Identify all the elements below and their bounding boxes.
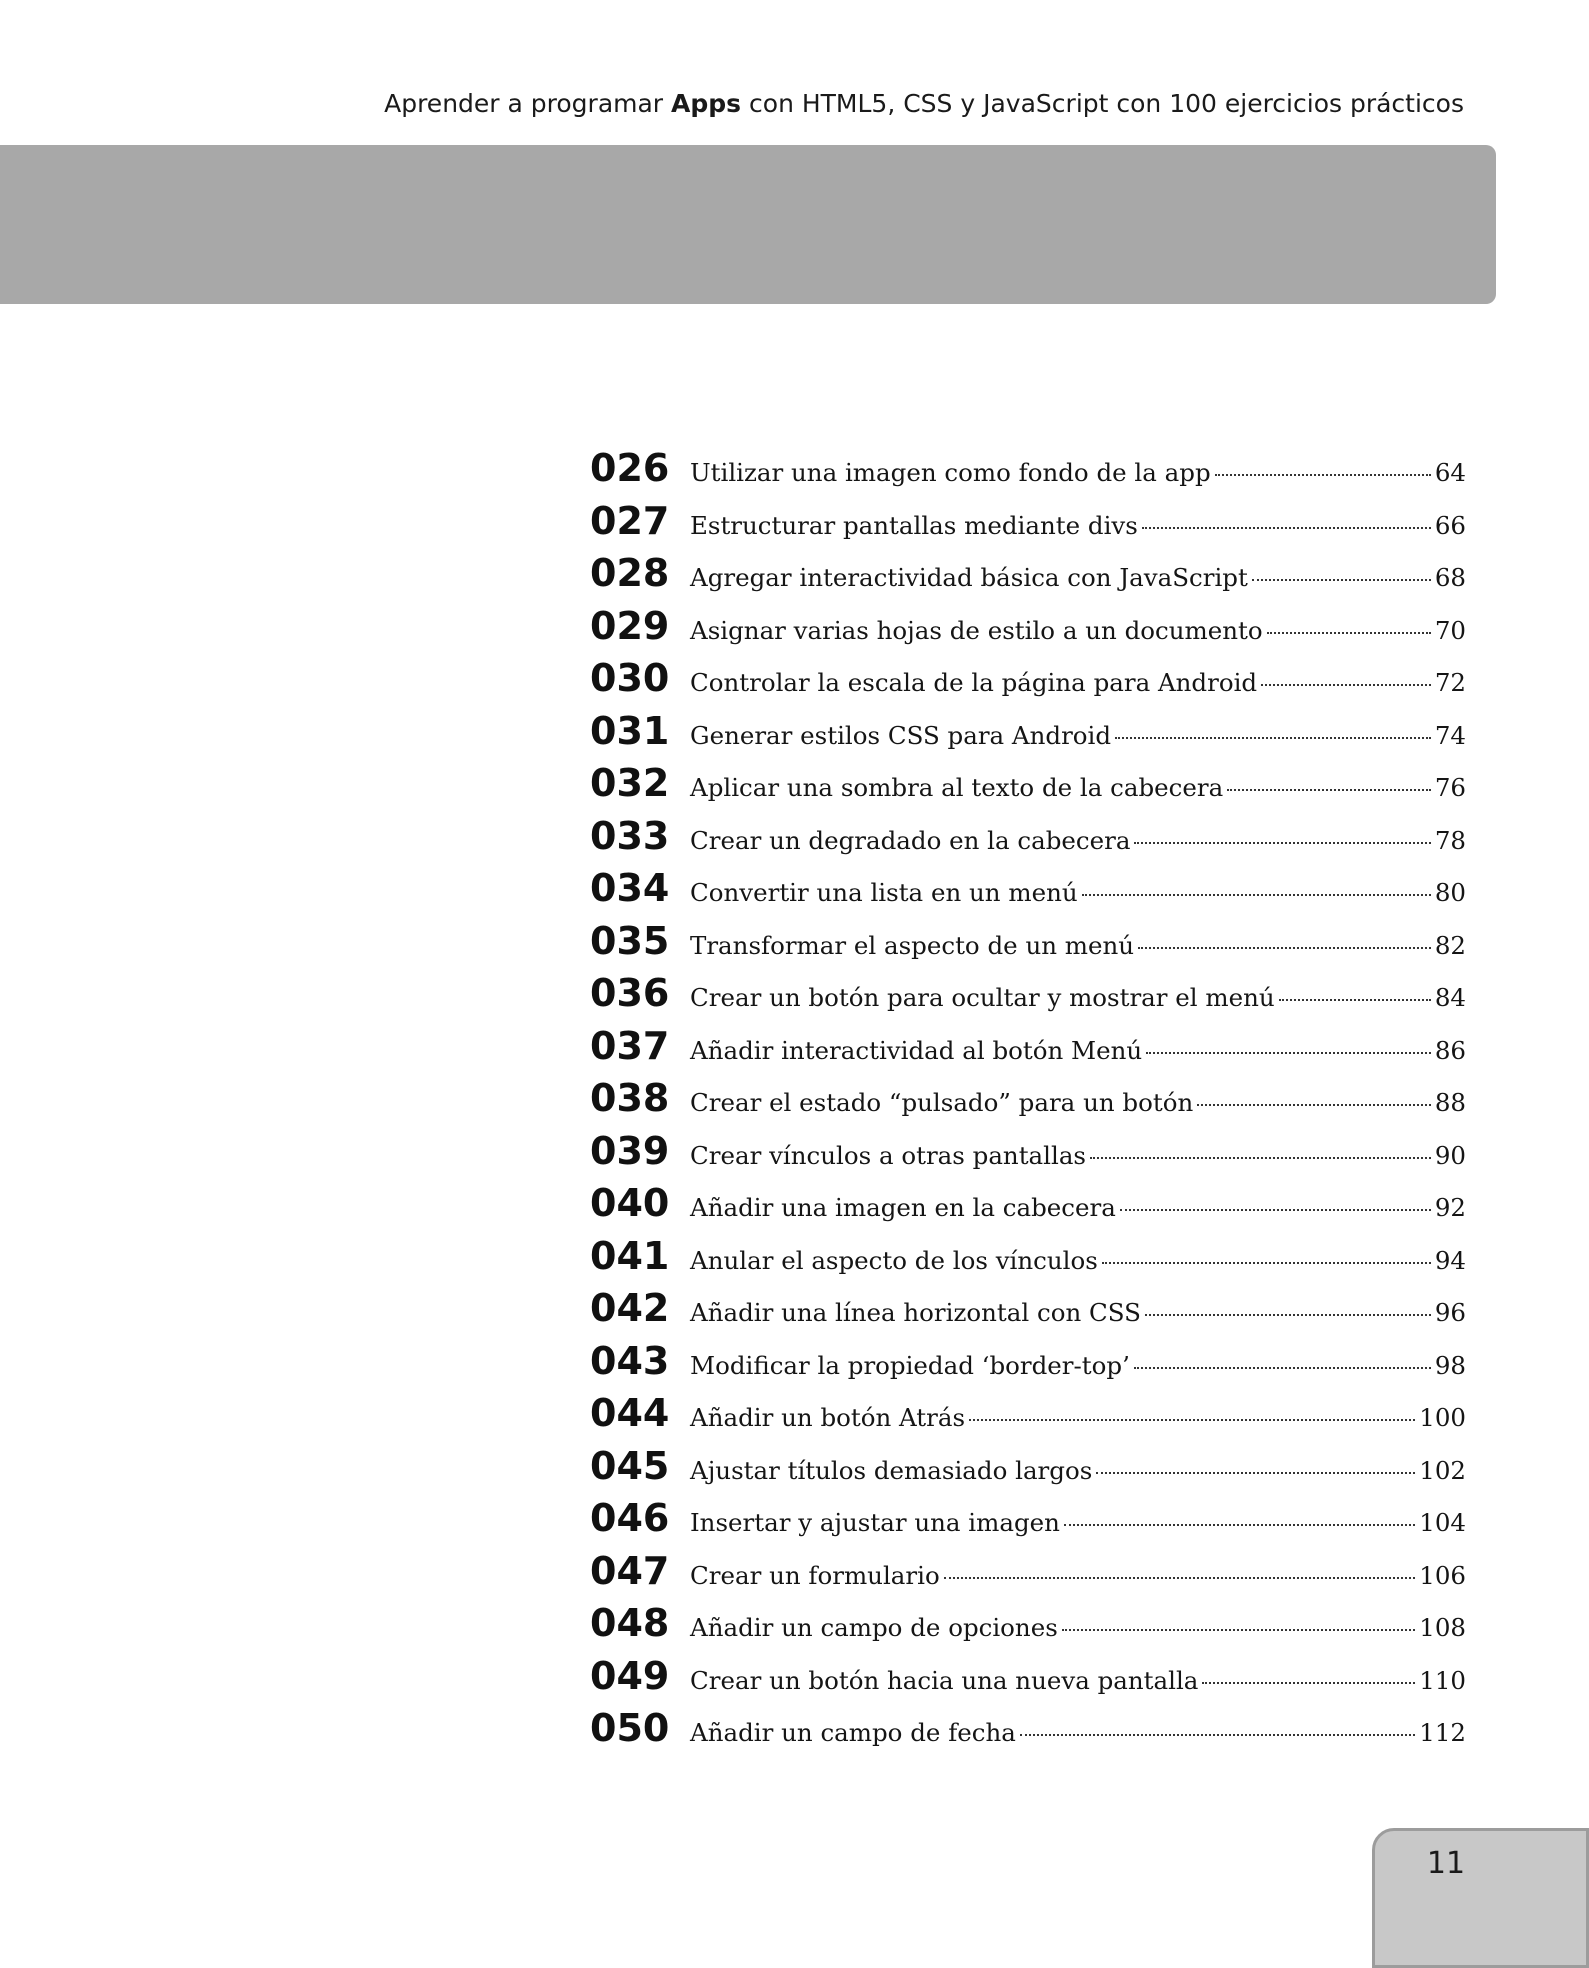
toc-entry-page: 110: [1419, 1665, 1466, 1695]
toc-entry-number: 031: [590, 708, 670, 753]
toc-entry-title: Añadir una línea horizontal con CSS: [690, 1298, 1141, 1327]
header-bold-word: Apps: [671, 89, 742, 118]
toc-entry-page: 74: [1434, 720, 1466, 750]
chapter-header-band: [0, 145, 1496, 304]
toc-entry-title: Añadir interactividad al botón Menú: [690, 1035, 1143, 1065]
toc-entry: [590, 1654, 1466, 1707]
toc-entry-page: 108: [1419, 1613, 1466, 1642]
toc-entry-number: 032: [590, 761, 670, 805]
toc-entry: [590, 1024, 1466, 1077]
toc-entry-number: 028: [590, 551, 670, 595]
toc-dot-leader: [1082, 894, 1431, 896]
toc-entry-number: 039: [590, 1128, 670, 1173]
toc-entry-page: 96: [1434, 1298, 1466, 1327]
toc-entry: [590, 1076, 1466, 1129]
toc-dot-leader: [944, 1577, 1416, 1579]
toc-dot-leader: [1134, 842, 1430, 844]
toc-entry-number: 050: [590, 1706, 670, 1750]
toc-entry-number: 042: [590, 1286, 670, 1330]
toc-entry: [590, 1549, 1466, 1602]
toc-entry-page: 106: [1419, 1560, 1466, 1590]
page-number: 11: [1426, 1846, 1466, 1881]
toc-dot-leader: [1138, 947, 1431, 949]
toc-entry-title: Añadir un botón Atrás: [690, 1403, 966, 1432]
toc-entry-page: 104: [1419, 1508, 1466, 1537]
toc-entry-number: 037: [590, 1023, 670, 1068]
toc-entry-number: 046: [590, 1496, 670, 1540]
toc-entry: [590, 919, 1466, 972]
toc-entry: [590, 761, 1466, 814]
toc-entry-title: Insertar y ajustar una imagen: [690, 1508, 1060, 1537]
toc-entry-number: 029: [590, 603, 670, 648]
toc-dot-leader: [1102, 1262, 1431, 1264]
toc-entry: [590, 1706, 1466, 1759]
toc-entry-number: 047: [590, 1548, 670, 1593]
toc-dot-leader: [1261, 684, 1431, 686]
toc-entry-page: 90: [1434, 1140, 1466, 1170]
toc-entry-title: Controlar la escala de la página para Android: [690, 668, 1258, 697]
toc-entry: [590, 551, 1466, 604]
toc-entry-number: 035: [590, 918, 670, 963]
toc-entry-title: Crear un degradado en la cabecera: [690, 825, 1131, 855]
toc-dot-leader: [1090, 1157, 1431, 1159]
toc-entry-number: 043: [590, 1338, 670, 1383]
toc-entry-title: Crear un botón para ocultar y mostrar el menú: [690, 983, 1275, 1012]
toc-entry: [590, 1286, 1466, 1339]
toc-entry-number: 049: [590, 1653, 670, 1698]
toc-dot-leader: [1279, 999, 1431, 1001]
toc-entry-page: 66: [1434, 510, 1466, 540]
toc-entry-title: Estructurar pantallas mediante divs: [690, 510, 1138, 540]
toc-entry-number: 040: [590, 1181, 670, 1225]
toc-entry: [590, 1444, 1466, 1497]
toc-dot-leader: [1145, 1314, 1431, 1316]
toc-dot-leader: [1146, 1052, 1431, 1054]
toc-entry-number: 038: [590, 1076, 670, 1120]
toc-entry-title: Ajustar títulos demasiado largos: [690, 1455, 1093, 1485]
toc-entry-number: 033: [590, 813, 670, 858]
toc-entry-number: 030: [590, 656, 670, 700]
toc-entry-page: 84: [1434, 983, 1466, 1012]
toc-entry-title: Anular el aspecto de los vínculos: [690, 1245, 1098, 1275]
toc-entry-title: Añadir un campo de opciones: [690, 1613, 1058, 1642]
toc-entry-title: Crear el estado “pulsado” para un botón: [690, 1088, 1194, 1117]
toc-entry: [590, 814, 1466, 867]
toc-entry: [590, 1234, 1466, 1287]
toc-entry-number: 026: [590, 446, 670, 490]
toc-dot-leader: [1120, 1209, 1431, 1211]
toc-entry-title: Añadir una imagen en la cabecera: [690, 1193, 1116, 1222]
toc-entry-number: 044: [590, 1391, 670, 1435]
toc-entry-title: Crear un formulario: [690, 1560, 940, 1590]
toc-dot-leader: [1062, 1629, 1415, 1631]
toc-entry-number: 036: [590, 971, 670, 1015]
toc-dot-leader: [1215, 474, 1431, 476]
toc-dot-leader: [1020, 1734, 1415, 1736]
toc-entry-page: 68: [1434, 563, 1466, 592]
toc-entry-page: 72: [1434, 668, 1466, 697]
toc-dot-leader: [1267, 632, 1431, 634]
toc-entry: [590, 499, 1466, 552]
toc-entry-number: 041: [590, 1233, 670, 1278]
toc-entry-title: Utilizar una imagen como fondo de la app: [690, 458, 1211, 487]
running-header: [384, 84, 1464, 124]
toc-entry-title: Crear vínculos a otras pantallas: [690, 1140, 1087, 1170]
toc-entry: [590, 656, 1466, 709]
toc-entry-number: 034: [590, 866, 670, 910]
toc-entry-page: 92: [1434, 1193, 1466, 1222]
toc-entry-page: 100: [1419, 1403, 1466, 1432]
toc-entry-page: 78: [1434, 825, 1466, 855]
toc-entry-page: 112: [1419, 1718, 1466, 1747]
toc-entry-title: Transformar el aspecto de un menú: [690, 930, 1135, 960]
toc-dot-leader: [1252, 579, 1431, 581]
toc-entry: [590, 1496, 1466, 1549]
toc-dot-leader: [1096, 1472, 1415, 1474]
table-of-contents: [590, 446, 1466, 1759]
toc-entry: [590, 709, 1466, 762]
toc-entry-title: Agregar interactividad básica con JavaScript: [690, 563, 1248, 592]
toc-dot-leader: [969, 1419, 1415, 1421]
toc-entry-page: 98: [1434, 1350, 1466, 1380]
toc-entry-page: 76: [1434, 773, 1466, 802]
toc-entry: [590, 446, 1466, 499]
toc-entry: [590, 866, 1466, 919]
toc-entry-title: Convertir una lista en un menú: [690, 878, 1078, 907]
toc-entry-title: Aplicar una sombra al texto de la cabecera: [690, 773, 1224, 802]
toc-entry-page: 86: [1434, 1035, 1466, 1065]
toc-entry-title: Asignar varias hojas de estilo a un documento: [690, 615, 1263, 645]
toc-entry-title: Añadir un campo de fecha: [690, 1718, 1016, 1747]
toc-entry: [590, 604, 1466, 657]
toc-entry-title: Modificar la propiedad ‘border-top’: [690, 1350, 1130, 1380]
toc-entry-number: 027: [590, 498, 670, 543]
toc-entry-page: 88: [1434, 1088, 1466, 1117]
toc-entry: [590, 1181, 1466, 1234]
toc-dot-leader: [1064, 1524, 1415, 1526]
toc-entry-number: 048: [590, 1601, 670, 1645]
toc-entry-page: 64: [1434, 458, 1466, 487]
toc-dot-leader: [1202, 1682, 1415, 1684]
toc-entry: [590, 1391, 1466, 1444]
header-suffix: con HTML5, CSS y JavaScript con 100 ejercicios prácticos: [749, 89, 1464, 118]
toc-dot-leader: [1134, 1367, 1431, 1369]
toc-entry-number: 045: [590, 1443, 670, 1488]
toc-entry-page: 82: [1434, 930, 1466, 960]
toc-entry: [590, 1129, 1466, 1182]
toc-entry-title: Crear un botón hacia una nueva pantalla: [690, 1665, 1199, 1695]
toc-entry-page: 94: [1434, 1245, 1466, 1275]
toc-entry-page: 70: [1434, 615, 1466, 645]
toc-dot-leader: [1227, 789, 1431, 791]
toc-dot-leader: [1197, 1104, 1431, 1106]
toc-entry: [590, 1339, 1466, 1392]
toc-entry-page: 80: [1434, 878, 1466, 907]
header-prefix: Aprender a programar: [384, 89, 664, 118]
toc-dot-leader: [1115, 737, 1431, 739]
toc-entry-title: Generar estilos CSS para Android: [690, 720, 1112, 750]
toc-entry: [590, 971, 1466, 1024]
toc-dot-leader: [1142, 527, 1431, 529]
toc-entry-page: 102: [1419, 1455, 1466, 1485]
toc-entry: [590, 1601, 1466, 1654]
